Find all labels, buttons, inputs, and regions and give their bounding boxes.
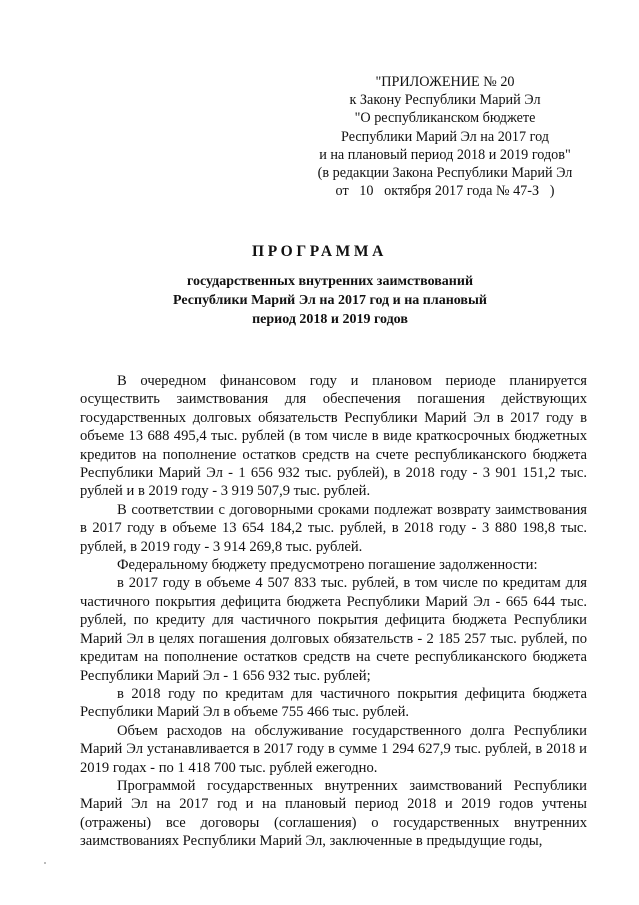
scan-artifact xyxy=(44,862,46,864)
paragraph: в 2018 году по кредитам для частичного покрытия дефицита бюджета Республики Марий Эл в объеме 755 466 тыс. рублей. xyxy=(80,685,587,721)
header-line: (в редакции Закона Республики Марий Эл xyxy=(317,165,573,182)
paragraph: Программой государственных внутренних заимствований Республики Марий Эл на 2017 год и на плановый период 2018 и 2019 годов учтены (отражены) все договоры (соглашения) о государственных внутренних заимствованиях Республики Марий Эл, заключенные в предыдущие годы, xyxy=(80,777,587,850)
header-line: "ПРИЛОЖЕНИЕ № 20 xyxy=(375,74,515,90)
paragraph: Федеральному бюджету предусмотрено погашение задолженности: xyxy=(117,557,538,574)
header-line: от 10 октября 2017 года № 47-З ) xyxy=(335,183,555,200)
header-line: "О республиканском бюджете xyxy=(354,110,536,127)
header-line: Республики Марий Эл на 2017 год xyxy=(341,128,549,145)
document-body xyxy=(80,372,587,851)
paragraph: В соответствии с договорными сроками подлежат возврату заимствования в 2017 году в объеме 13 654 184,2 тыс. рублей, в 2018 году - 3 880 198,8 тыс. рублей, в 2019 году - 3 914 269,8 тыс. рублей. xyxy=(80,501,587,555)
subtitle-line: Республики Марий Эл на 2017 год и на плановый xyxy=(173,293,487,308)
header-line: и на плановый период 2018 и 2019 годов" xyxy=(319,146,571,163)
appendix-header xyxy=(300,73,590,200)
subtitle-line: государственных внутренних заимствований xyxy=(186,274,474,289)
paragraph: В очередном финансовом году и плановом периоде планируется осуществить заимствования для обеспечения погашения действующих государственных долговых обязательств Республики Марий Эл в 2017 году в объеме 13 688 495,4 тыс. рублей (в том числе в виде краткосрочных бюджетных кредитов на пополнение остатков средств на счете республиканского бюджета Республики Марий Эл - 1 656 932 тыс. рублей), в 2018 году - 3 901 151,2 тыс. рублей и в 2019 году - 3 919 507,9 тыс. рублей. xyxy=(80,373,587,500)
subtitle-line: период 2018 и 2019 годов xyxy=(252,312,408,327)
header-line: к Закону Республики Марий Эл xyxy=(349,92,541,109)
document-subtitle xyxy=(130,272,530,329)
paragraph: в 2017 году в объеме 4 507 833 тыс. рублей, в том числе по кредитам для частичного покрытия дефицита бюджета Республики Марий Эл - 665 644 тыс. рублей, по кредиту для частичного покрытия дефицита бюджета Республики Марий Эл в целях погашения долговых обязательств - 2 185 257 тыс. рублей, по кредитам на пополнение остатков средств на счете республиканского бюджета Республики Марий Эл - 1 656 932 тыс. рублей; xyxy=(80,575,587,684)
paragraph: Объем расходов на обслуживание государственного долга Республики Марий Эл устанавливается в 2017 году в сумме 1 294 627,9 тыс. рублей, в 2018 и 2019 годах - по 1 418 700 тыс. рублей ежегодно. xyxy=(80,722,587,776)
document-title: ПРОГРАММА xyxy=(252,243,387,260)
